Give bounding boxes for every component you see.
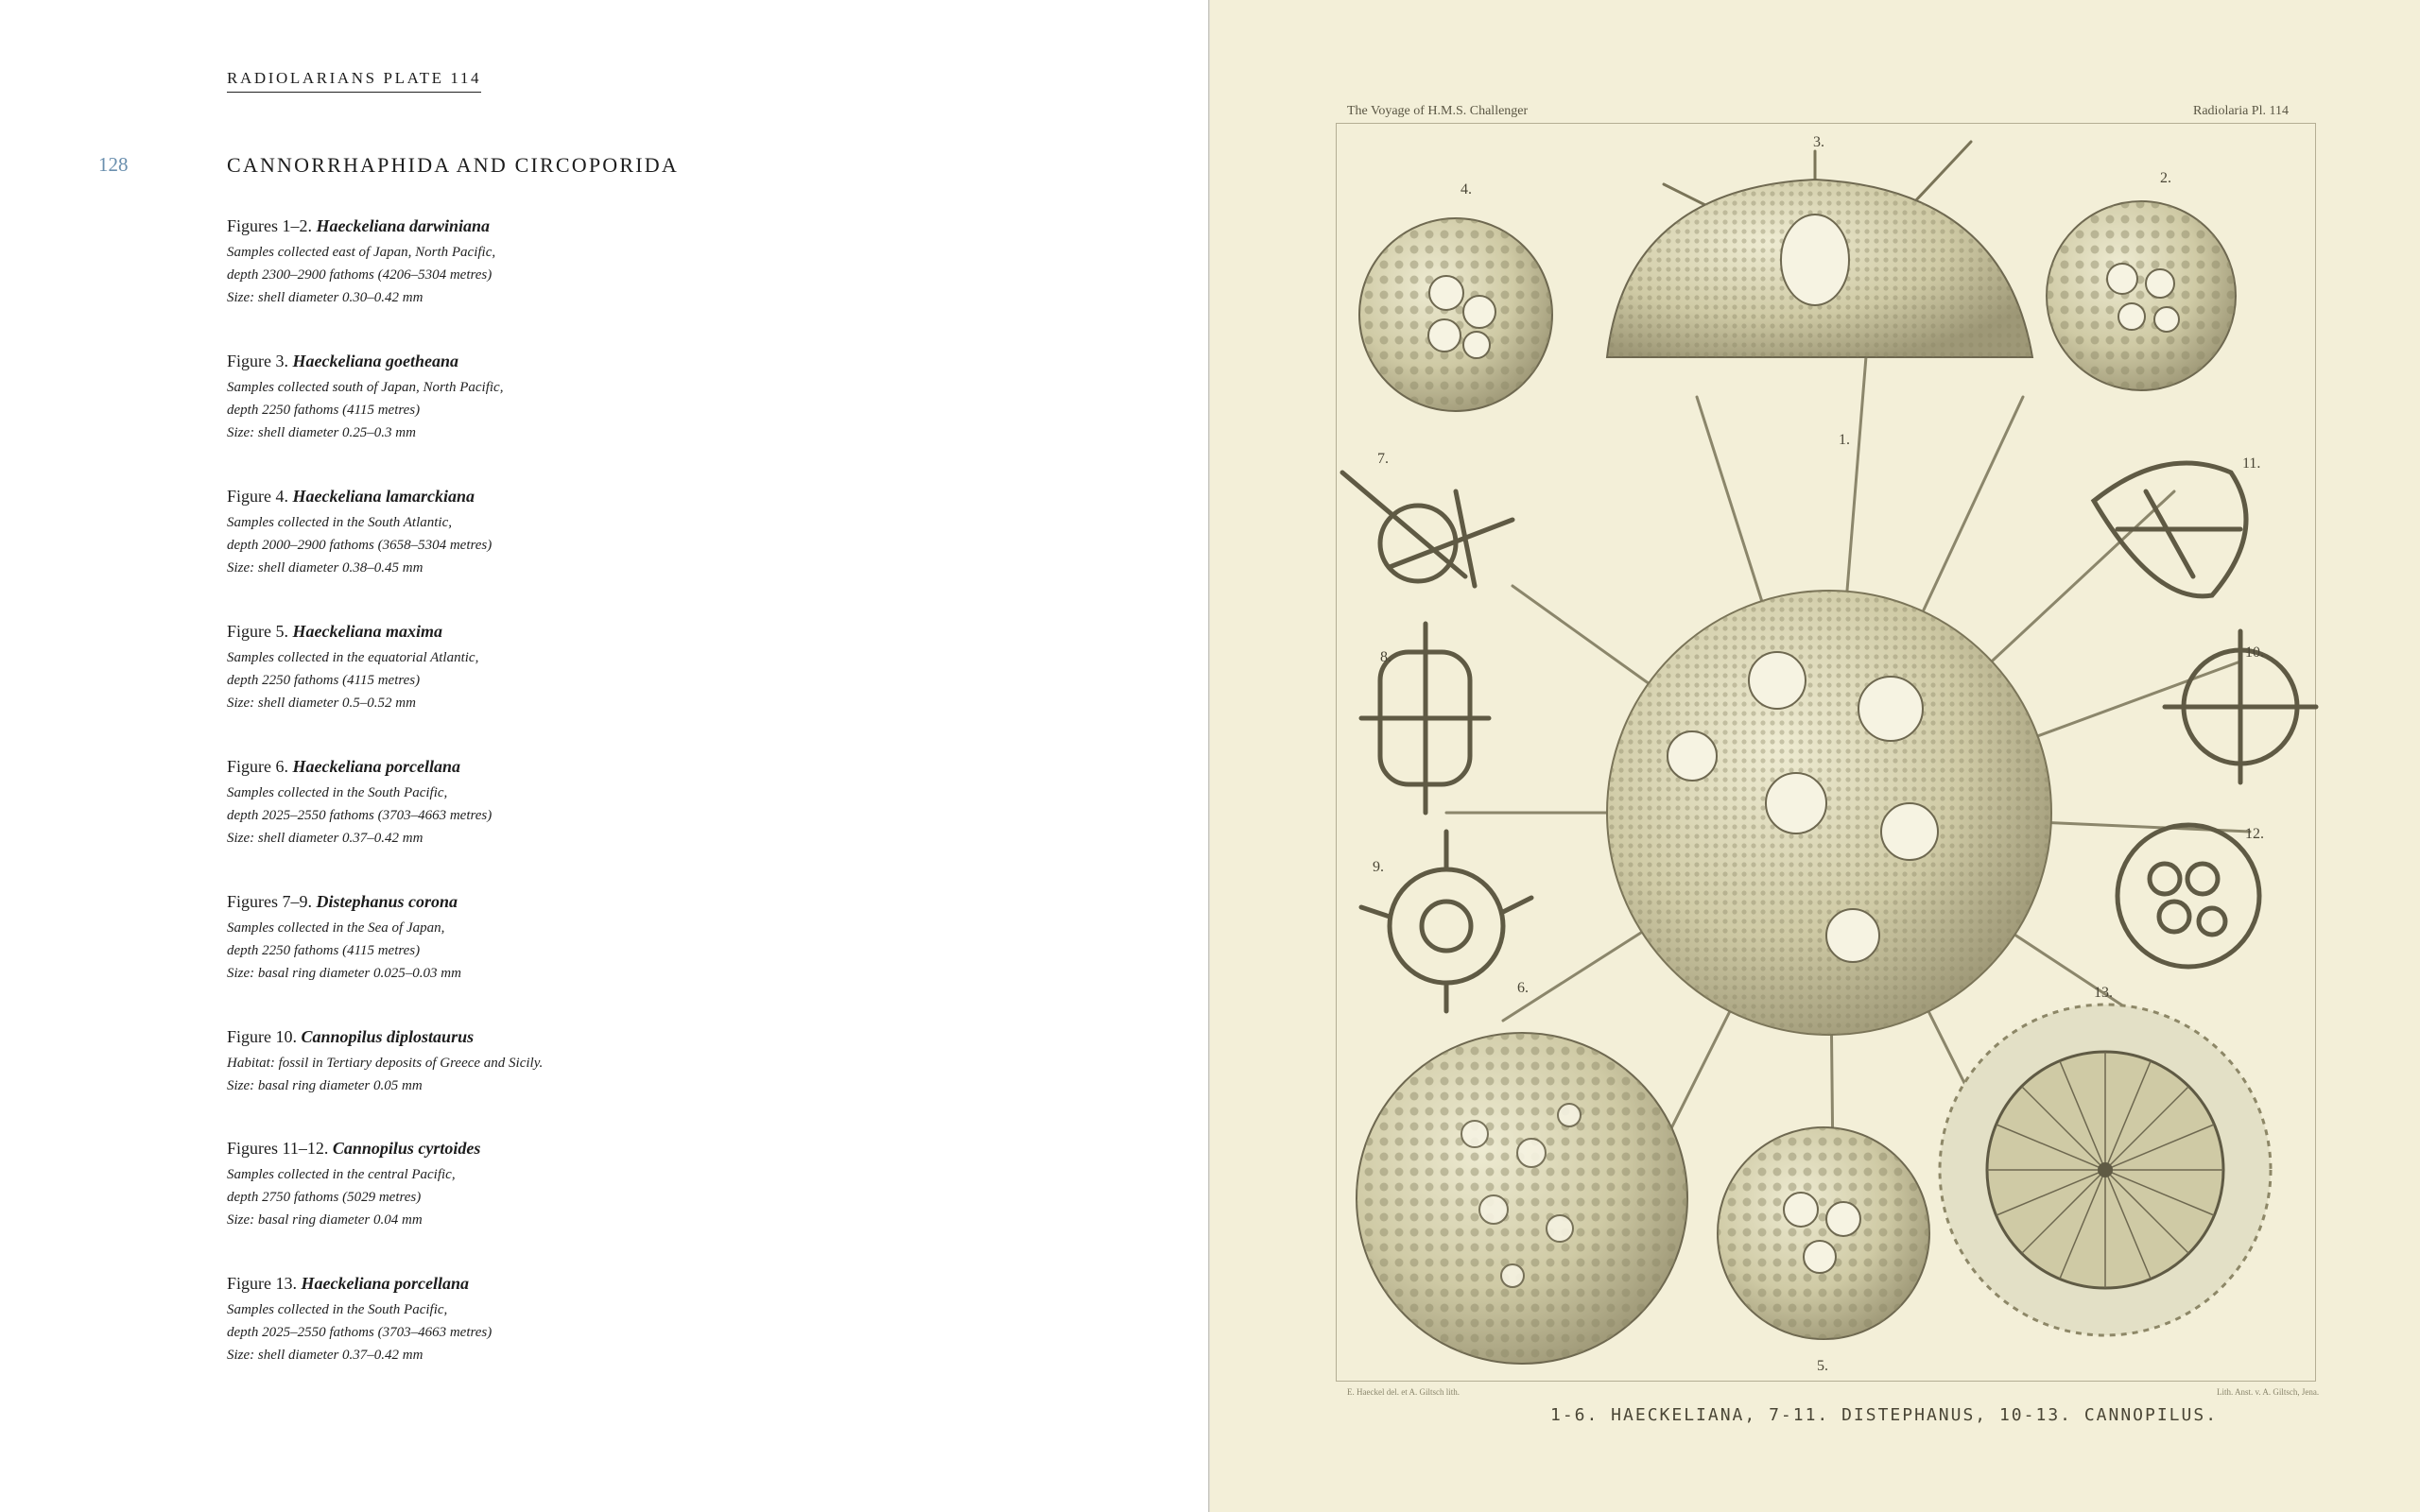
- entry-species: Haeckeliana porcellana: [292, 757, 460, 776]
- entry-line: Samples collected in the South Pacific,: [227, 785, 448, 800]
- figure-number-7: 7.: [1377, 451, 1389, 467]
- figure-entry-list: [227, 215, 1078, 1407]
- figure-number-6: 6.: [1517, 980, 1529, 996]
- plate-caption: 1-6. HAECKELIANA, 7-11. DISTEPHANUS, 10-13. CANNOPILUS.: [1550, 1405, 2219, 1425]
- figure-number-10: 10.: [2245, 644, 2264, 661]
- specimen-figure-3: [1607, 142, 2032, 357]
- figure-entry: [227, 1025, 1078, 1137]
- figure-entry: [227, 620, 1078, 755]
- figure-number-9: 9.: [1373, 859, 1384, 875]
- specimen-figure-6: [1357, 1033, 1687, 1364]
- running-head: RADIOLARIANS PLATE 114: [227, 69, 481, 93]
- specimen-figure-12: [2118, 825, 2259, 967]
- figure-number-13: 13.: [2094, 985, 2113, 1001]
- entry-line: Size: shell diameter 0.25–0.3 mm: [227, 425, 416, 440]
- figure-entry: [227, 755, 1078, 890]
- figure-number-3: 3.: [1813, 134, 1824, 150]
- entry-line: Size: shell diameter 0.37–0.42 mm: [227, 1348, 424, 1363]
- figure-number-2: 2.: [2160, 170, 2171, 186]
- entry-line: Habitat: fossil in Tertiary deposits of Greece and Sicily.: [227, 1056, 544, 1071]
- specimen-figure-10: [2165, 631, 2316, 782]
- plate-header-title: The Voyage of H.M.S. Challenger: [1347, 104, 1529, 118]
- entry-line: depth 2250 fathoms (4115 metres): [227, 673, 421, 688]
- entry-species: Haeckeliana lamarckiana: [292, 487, 475, 506]
- entry-line: depth 2250 fathoms (4115 metres): [227, 403, 421, 418]
- figure-number-11: 11.: [2242, 455, 2261, 472]
- figure-number-1: 1.: [1839, 432, 1850, 448]
- entry-line: Size: basal ring diameter 0.04 mm: [227, 1212, 423, 1228]
- figure-entry: [227, 1272, 1078, 1407]
- entry-line: Samples collected in the South Atlantic,: [227, 515, 453, 530]
- entry-line: Size: shell diameter 0.38–0.45 mm: [227, 560, 424, 576]
- entry-prefix: Figures 1–2.: [227, 216, 312, 235]
- entry-line: depth 2000–2900 fathoms (3658–5304 metres): [227, 538, 493, 553]
- entry-species: Cannopilus cyrtoides: [332, 1139, 481, 1158]
- entry-line: depth 2300–2900 fathoms (4206–5304 metres): [227, 267, 493, 283]
- entry-line: Samples collected in the Sea of Japan,: [227, 920, 445, 936]
- entry-heading: [227, 755, 1078, 778]
- plate-illustration: [1210, 0, 2420, 1512]
- entry-species: Haeckeliana goetheana: [292, 352, 458, 370]
- entry-heading: [227, 350, 1078, 372]
- specimen-figure-2: [2047, 201, 2236, 390]
- specimen-figure-5: [1718, 1127, 1929, 1339]
- entry-line: Samples collected in the central Pacific,: [227, 1167, 456, 1182]
- figure-number-4: 4.: [1461, 181, 1472, 198]
- entry-heading: [227, 485, 1078, 507]
- entry-line: Size: basal ring diameter 0.05 mm: [227, 1078, 423, 1093]
- entry-line: depth 2025–2550 fathoms (3703–4663 metres): [227, 1325, 493, 1340]
- entry-species: Cannopilus diplostaurus: [301, 1027, 475, 1046]
- entry-prefix: Figure 6.: [227, 757, 288, 776]
- specimen-figure-13: [1940, 1005, 2271, 1335]
- figure-number-12: 12.: [2245, 826, 2264, 842]
- page-number: 128: [98, 153, 129, 176]
- entry-species: Haeckeliana darwiniana: [316, 216, 491, 235]
- entry-line: Size: basal ring diameter 0.025–0.03 mm: [227, 966, 461, 981]
- entry-heading: [227, 215, 1078, 237]
- entry-line: depth 2250 fathoms (4115 metres): [227, 943, 421, 958]
- entry-line: Samples collected in the South Pacific,: [227, 1302, 448, 1317]
- figure-entry: [227, 1137, 1078, 1272]
- entry-line: Samples collected in the equatorial Atlantic,: [227, 650, 479, 665]
- figure-entry: [227, 215, 1078, 350]
- figure-entry: [227, 890, 1078, 1025]
- entry-prefix: Figures 7–9.: [227, 892, 312, 911]
- entry-heading: [227, 890, 1078, 913]
- plate-credit-printer: Lith. Anst. v. A. Giltsch, Jena.: [2217, 1387, 2320, 1397]
- entry-line: Size: shell diameter 0.30–0.42 mm: [227, 290, 424, 305]
- entry-line: depth 2025–2550 fathoms (3703–4663 metres): [227, 808, 493, 823]
- entry-line: Samples collected east of Japan, North Pacific,: [227, 245, 496, 260]
- entry-line: Size: shell diameter 0.5–0.52 mm: [227, 696, 416, 711]
- figure-entry: [227, 485, 1078, 620]
- entry-prefix: Figure 3.: [227, 352, 288, 370]
- entry-line: Samples collected south of Japan, North Pacific,: [227, 380, 504, 395]
- entry-prefix: Figure 13.: [227, 1274, 297, 1293]
- figure-number-8: 8.: [1380, 649, 1392, 665]
- entry-line: depth 2750 fathoms (5029 metres): [227, 1190, 422, 1205]
- section-title: CANNORRHAPHIDA AND CIRCOPORIDA: [227, 153, 679, 177]
- specimen-figure-11: [2094, 463, 2246, 596]
- plate-credit-artist: E. Haeckel del. et A. Giltsch lith.: [1347, 1387, 1460, 1397]
- figure-entry: [227, 350, 1078, 485]
- entry-heading: [227, 1025, 1078, 1048]
- entry-heading: [227, 1137, 1078, 1160]
- figure-number-5: 5.: [1817, 1358, 1828, 1374]
- entry-prefix: Figure 10.: [227, 1027, 297, 1046]
- entry-line: Size: shell diameter 0.37–0.42 mm: [227, 831, 424, 846]
- entry-prefix: Figure 4.: [227, 487, 288, 506]
- entry-species: Distephanus corona: [316, 892, 458, 911]
- entry-prefix: Figure 5.: [227, 622, 288, 641]
- entry-species: Haeckeliana porcellana: [301, 1274, 469, 1293]
- entry-heading: [227, 1272, 1078, 1295]
- plate-header-number: Radiolaria Pl. 114: [2193, 104, 2289, 118]
- specimen-figure-7: [1342, 472, 1512, 586]
- specimen-figure-9: [1361, 832, 1531, 1011]
- entry-prefix: Figures 11–12.: [227, 1139, 329, 1158]
- specimen-figure-4: [1359, 218, 1552, 411]
- entry-species: Haeckeliana maxima: [292, 622, 442, 641]
- entry-heading: [227, 620, 1078, 643]
